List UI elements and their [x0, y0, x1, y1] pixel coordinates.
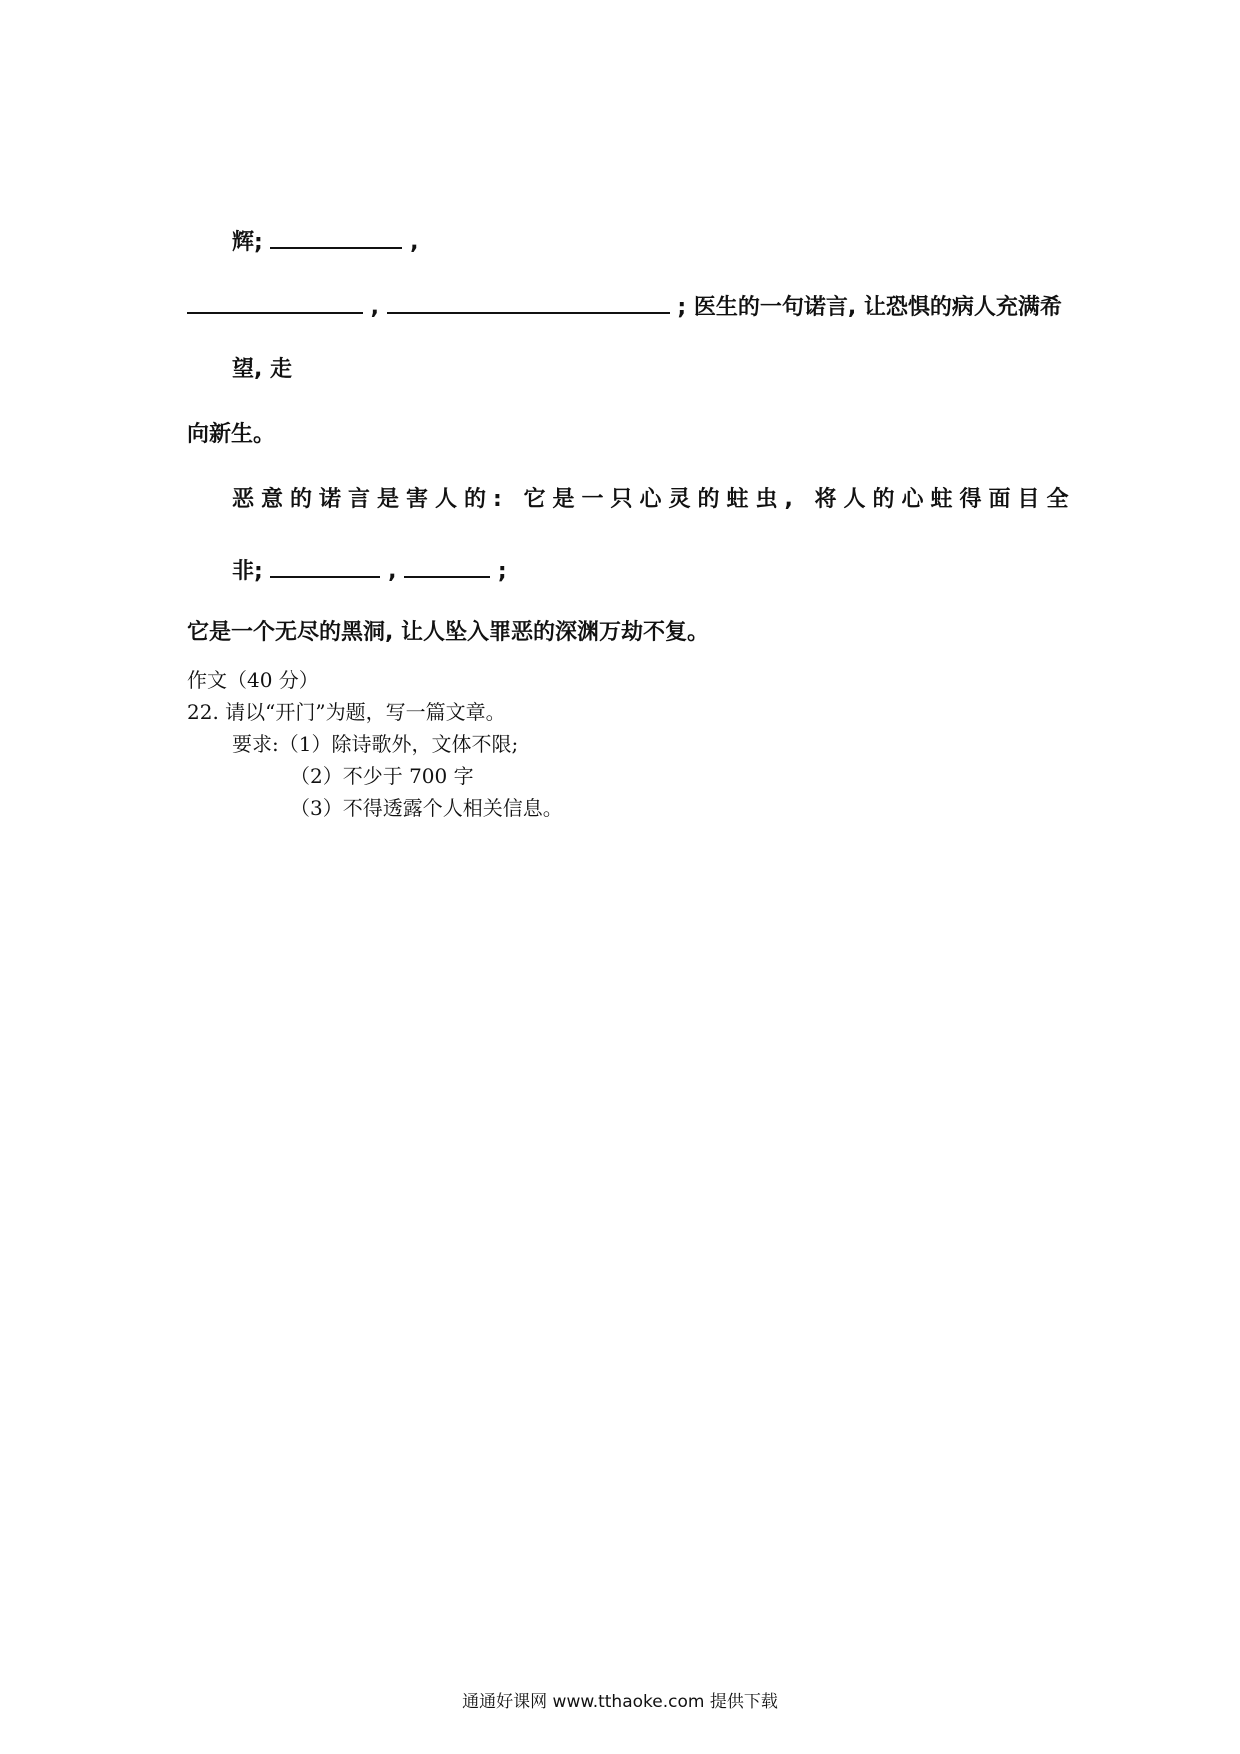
- essay-requirement-2: （2）不少于 700 字: [290, 764, 474, 788]
- line1-prefix: 辉;: [232, 230, 263, 255]
- line2-text: ; 医生的一句诺言, 让恐惧的病人充满希: [677, 295, 1062, 320]
- line6-suffix: ;: [497, 559, 507, 584]
- answer-blank-2[interactable]: [187, 292, 363, 314]
- answer-blank-5[interactable]: [404, 556, 490, 578]
- fill-line-7: 它是一个无尽的黑洞, 让人坠入罪恶的深渊万劫不复。: [187, 620, 710, 645]
- page-footer: 通通好课网 www.tthaoke.com 提供下载: [462, 1692, 778, 1712]
- answer-blank-4[interactable]: [270, 556, 380, 578]
- essay-requirement-3: （3）不得透露个人相关信息。: [290, 796, 563, 820]
- line6-prefix: 非;: [232, 559, 263, 584]
- essay-question: 22. 请以“开门”为题，写一篇文章。: [187, 700, 506, 724]
- fill-line-5: 恶意的诺言是害人的: 它是一只心灵的蛀虫, 将人的心蛀得面目全: [232, 487, 1076, 512]
- fill-line-6: [232, 556, 507, 585]
- line6-comma: ,: [388, 559, 397, 584]
- line2-comma: ,: [370, 295, 380, 320]
- essay-requirement-1: 要求:（1）除诗歌外，文体不限;: [232, 732, 519, 756]
- answer-blank-3[interactable]: [387, 292, 670, 314]
- answer-blank-1[interactable]: [270, 227, 402, 249]
- essay-heading: 作文（40 分）: [187, 668, 319, 692]
- fill-line-4: 向新生。: [187, 422, 276, 447]
- fill-line-2: [187, 292, 1062, 321]
- fill-line-3: 望, 走: [232, 357, 293, 382]
- fill-line-1: [232, 227, 419, 256]
- line1-suffix: ,: [410, 230, 419, 255]
